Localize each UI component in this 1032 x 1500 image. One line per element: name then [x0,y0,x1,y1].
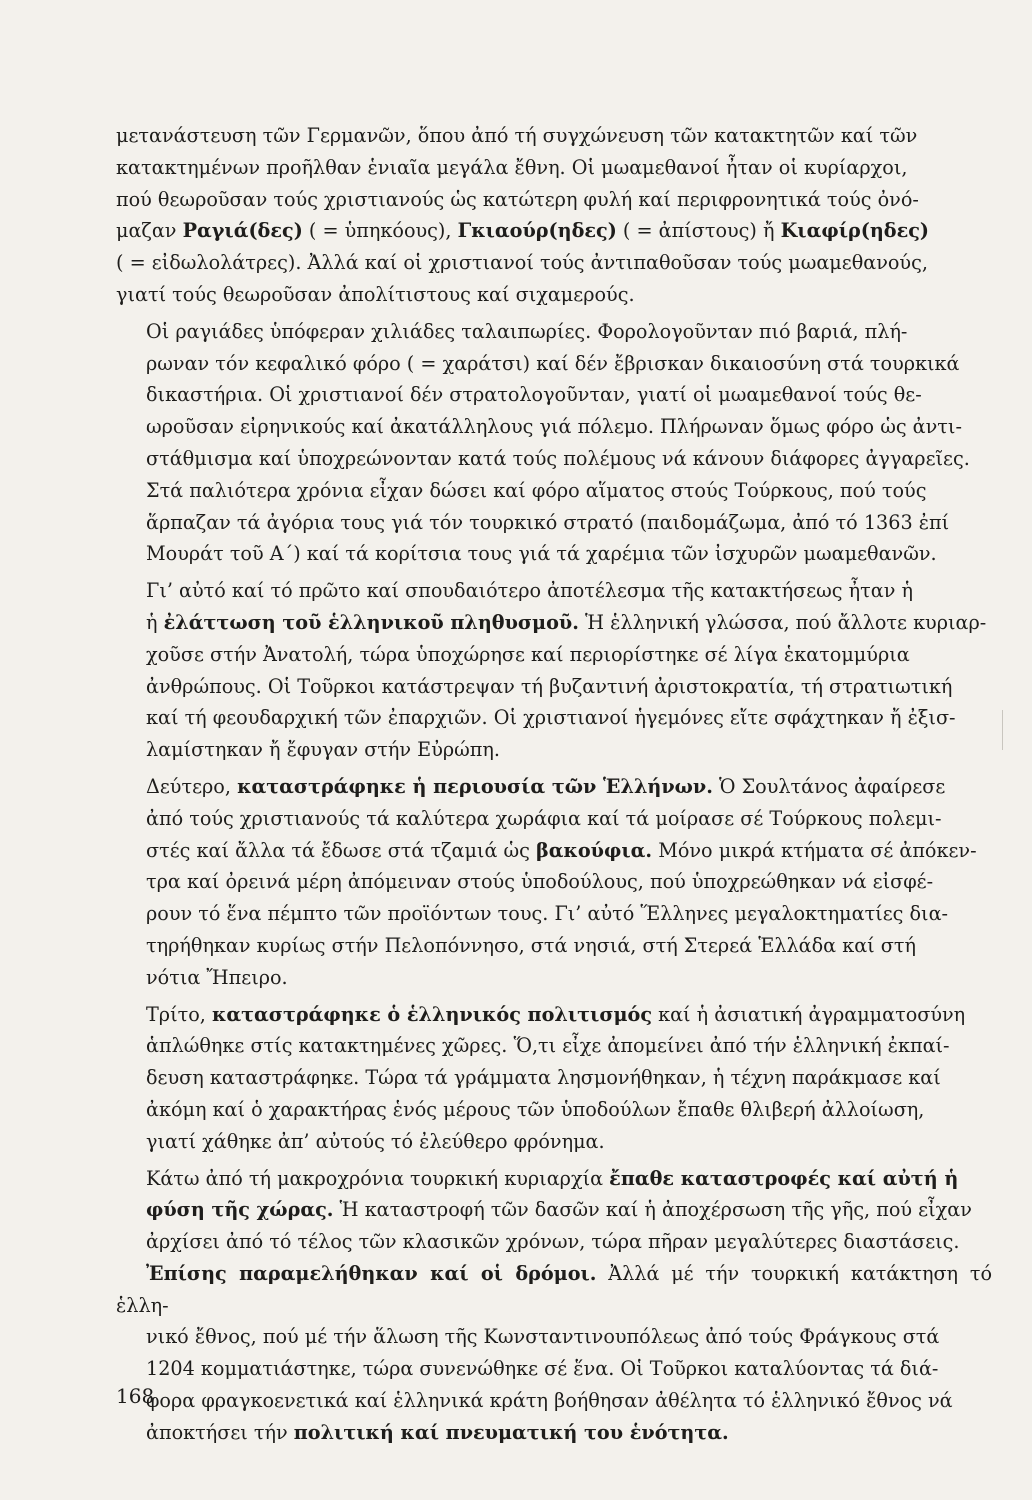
text-run: καί τή φεουδαρχική τῶν ἐπαρχιῶν. Οἱ χριστιανοί ἡγεμόνες εἴτε σφάχτηκαν ἤ ἐξισ- [146,706,956,730]
text-run: κατακτημένων προῆλθαν ἑνιαῖα μεγάλα ἔθνη. Οἱ μωαμεθανοί ἦταν οἱ κυρίαρχοι, [116,155,908,179]
text-run: στάθμισμα καί ὑποχρεώνονταν κατά τούς πολέμους νά κάνουν διάφορες ἀγγαρεῖες. [146,446,970,470]
text-run: Κάτω ἀπό τή μακροχρόνια τουρκική κυριαρχία [146,1166,610,1190]
text-line [116,215,992,247]
text-run: πού θεωροῦσαν τούς χριστιανούς ὡς κατώτερη φυλή καί περιφρονητικά τούς ὀνό- [116,187,919,211]
text-line [116,999,992,1031]
text-line [116,930,992,962]
text-line [116,803,992,835]
text-run: Ἡ ἑλληνική γλώσσα, πού ἄλλοτε κυριαρ- [578,610,987,634]
text-run: Ὁ Σουλτάνος ἀφαίρεσε [712,774,946,798]
text-line [116,1258,992,1322]
text-line [116,607,992,639]
text-line [116,316,992,348]
text-run: καί ἡ ἀσιατική ἀγραμματοσύνη [652,1002,966,1026]
text-run: γιατί τούς θεωροῦσαν ἀπολίτιστους καί σιχαμερούς. [116,282,635,306]
text-run: ( = εἰδωλολάτρες). Ἀλλά καί οἱ χριστιανοί τούς ἀντιπαθοῦσαν τούς μωαμεθανούς, [116,251,928,275]
paragraph [116,999,992,1158]
text-run: ἀρχίσει ἀπό τό τέλος τῶν κλασικῶν χρόνων, τώρα πῆραν μεγαλύτερες διαστάσεις. [146,1230,960,1254]
text-line [116,1385,992,1417]
text-line [116,671,992,703]
text-run: Δεύτερο, [146,774,238,798]
text-run: νότια Ἤπειρο. [146,965,288,989]
text-run: χοῦσε στήν Ἀνατολή, τώρα ὑποχώρησε καί περιορίστηκε σέ λίγα ἑκατομμύρια [146,642,910,666]
text-line [116,734,992,766]
text-run: ρουν τό ἕνα πέμπτο τῶν προϊόντων τους. Γι’ αὐτό Ἕλληνες μεγαλοκτηματίες δια- [146,902,949,926]
text-line [116,443,992,475]
text-run: τρα καί ὀρεινά μέρη ἀπόμειναν στούς ὑποδούλους, πού ὑποχρεώθηκαν νά εἰσφέ- [146,870,934,894]
paragraph [116,316,992,570]
scan-mark [1002,710,1003,750]
page-number: 168 [116,1384,155,1408]
text-run: Ἡ καταστροφή τῶν δασῶν καί ἡ ἀποχέρσωση τῆς γῆς, πού εἶχαν [333,1198,972,1222]
text-line [116,152,992,184]
text-run: λαμίστηκαν ἤ ἔφυγαν στήν Εὐρώπη. [146,738,500,762]
text-run: γιατί χάθηκε ἀπ’ αὐτούς τό ἐλεύθερο φρόνημα. [146,1129,605,1153]
paragraph [116,575,992,766]
text-line [116,575,992,607]
paragraph [116,1163,992,1449]
text-line [116,279,992,311]
text-line [116,1062,992,1094]
bold-text: Ραγιά(δες) [182,219,303,243]
text-run: 1204 κομματιάστηκε, τώρα συνενώθηκε σέ ἕνα. Οἱ Τοῦρκοι καταλύοντας τά διά- [146,1357,939,1381]
text-line [116,962,992,994]
paragraph [116,120,992,311]
bold-text: ἔπαθε καταστροφές καί αὐτή ἡ [609,1166,959,1190]
text-run: ἡ [146,610,164,634]
text-run: ἅρπαζαν τά ἀγόρια τους γιά τόν τουρκικό στρατό (παιδομάζωμα, ἀπό τό 1363 ἐπί [146,510,950,534]
text-run: ἀπό τούς χριστιανούς τά καλύτερα χωράφια καί τά μοίρασε σέ Τούρκους πολεμι- [146,806,942,830]
text-line [116,379,992,411]
text-line [116,1417,992,1449]
text-line [116,348,992,380]
text-run: Οἱ ραγιάδες ὑπόφεραν χιλιάδες ταλαιπωρίες. Φορολογοῦνταν πιό βαριά, πλή- [146,319,908,343]
text-line [116,1353,992,1385]
text-line [116,771,992,803]
text-line [116,184,992,216]
text-line [116,1094,992,1126]
paragraph [116,771,992,994]
text-run: φορα φραγκοενετικά καί ἑλληνικά κράτη βοήθησαν ἀθέλητα τό ἑλληνικό ἔθνος νά [146,1389,953,1413]
text-run: Στά παλιότερα χρόνια εἶχαν δώσει καί φόρο αἵματος στούς Τούρκους, πού τούς [146,478,927,502]
bold-text: καταστράφηκε ὁ ἑλληνικός πολιτισμός [211,1002,652,1026]
text-run: δικαστήρια. Οἱ χριστιανοί δέν στρατολογοῦνταν, γιατί οἱ μωαμεθανοί τούς θε- [146,383,922,407]
text-line [116,702,992,734]
body-text [116,120,992,1449]
text-run: στές καί ἄλλα τά ἔδωσε στά τζαμιά ὡς [146,838,536,862]
bold-text: ἐλάττωση τοῦ ἑλληνικοῦ πληθυσμοῦ. [163,610,579,634]
text-run: Μόνο μικρά κτήματα σέ ἀπόκεν- [652,838,977,862]
text-run: τηρήθηκαν κυρίως στήν Πελοπόννησο, στά νησιά, στή Στερεά Ἑλλάδα καί στή [146,933,917,957]
text-line [116,1030,992,1062]
text-line [116,1163,992,1195]
text-line [116,507,992,539]
text-line [116,120,992,152]
bold-text: πολιτική καί πνευματική του ἑνότητα. [293,1420,729,1444]
bold-text: Γκιαούρ(ηδες) [457,219,617,243]
text-run: ἁπλώθηκε στίς κατακτημένες χῶρες. Ὅ,τι εἶχε ἀπομείνει ἀπό τήν ἑλληνική ἐκπαί- [146,1034,950,1058]
text-run: ἀνθρώπους. Οἱ Τοῦρκοι κατάστρεψαν τή βυζαντινή ἀριστοκρατία, τή στρατιωτική [146,674,953,698]
text-line [116,1226,992,1258]
text-run: ἀκόμη καί ὁ χαρακτήρας ἑνός μέρους τῶν ὑποδούλων ἔπαθε θλιβερή ἀλλοίωση, [146,1097,925,1121]
text-run: μετανάστευση τῶν Γερμανῶν, ὅπου ἀπό τή συγχώνευση τῶν κατακτητῶν καί τῶν [116,124,918,147]
text-run: ( = ἀπίστους) ἤ [616,219,781,243]
text-run: ρωναν τόν κεφαλικό φόρο ( = χαράτσι) καί δέν ἔβρισκαν δικαιοσύνη στά τουρκικά [146,351,960,375]
bold-text: φύση τῆς χώρας. [146,1198,334,1222]
text-line [116,247,992,279]
text-line [116,898,992,930]
text-run: ωροῦσαν εἰρηνικούς καί ἀκατάλληλους γιά πόλεμο. Πλήρωναν ὅμως φόρο ὡς ἀντι- [146,415,962,439]
bold-text: βακούφια. [536,838,653,862]
text-run: ( = ὑπηκόους), [302,219,458,243]
bold-text: καταστράφηκε ἡ περιουσία τῶν Ἑλλήνων. [237,774,713,798]
text-run: Ἀλλά μέ τήν τουρκική κατάκτηση τό ἑλλη- [116,1261,993,1317]
text-run: Τρίτο, [146,1002,212,1026]
text-line [116,411,992,443]
text-run: νικό ἔθνος, πού μέ τήν ἅλωση τῆς Κωνσταντινουπόλεως ἀπό τούς Φράγκους στά [146,1325,940,1349]
text-line [116,639,992,671]
text-line [116,538,992,570]
bold-text: Ἐπίσης παραμελήθηκαν καί οἱ δρόμοι. [146,1261,597,1285]
text-run: Γι’ αὐτό καί τό πρῶτο καί σπουδαιότερο ἀποτέλεσμα τῆς κατακτήσεως ἦταν ἡ [146,579,913,603]
text-line [116,1321,992,1353]
text-line [116,475,992,507]
text-line [116,866,992,898]
text-run: δευση καταστράφηκε. Τώρα τά γράμματα λησμονήθηκαν, ἡ τέχνη παράκμασε καί [146,1066,941,1090]
bold-text: Κιαφίρ(ηδες) [780,219,929,243]
text-line [116,835,992,867]
text-run: Μουράτ τοῦ Α΄) καί τά κορίτσια τους γιά τά χαρέμια τῶν ἰσχυρῶν μωαμεθανῶν. [146,542,937,566]
text-run: μαζαν [116,219,183,243]
text-line [116,1194,992,1226]
text-run: ἀποκτήσει τήν [146,1420,294,1444]
text-line [116,1126,992,1158]
